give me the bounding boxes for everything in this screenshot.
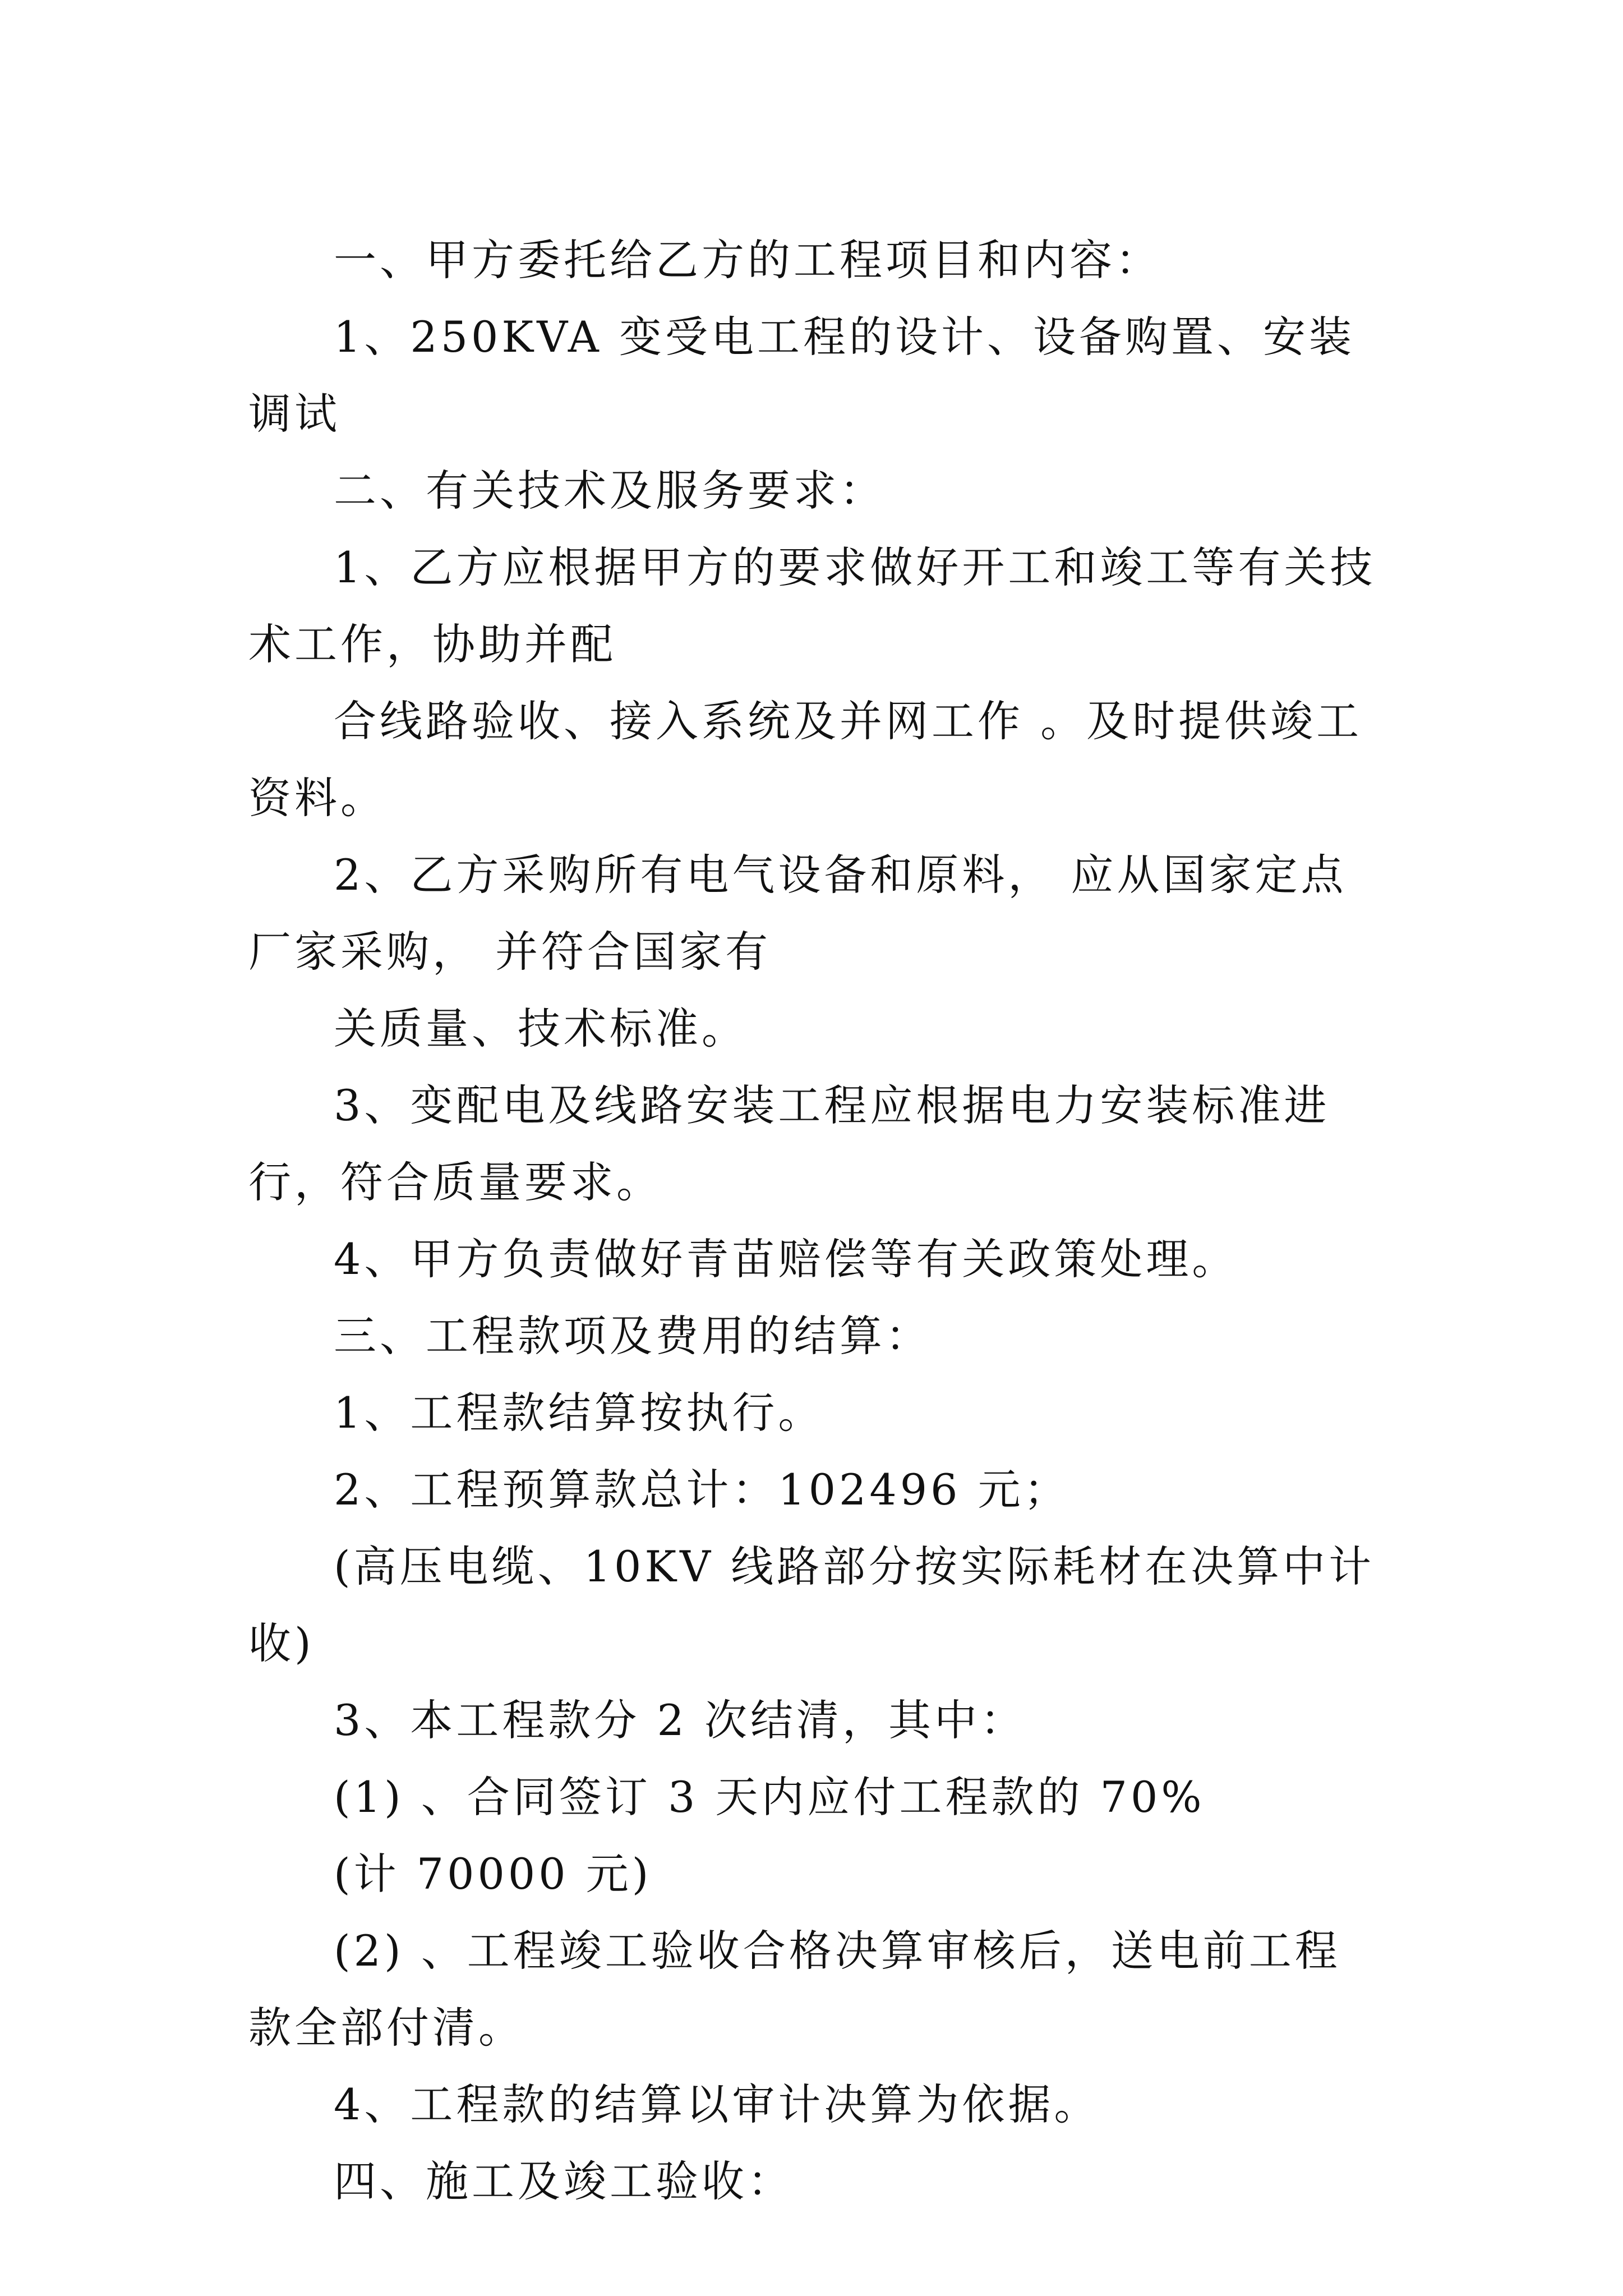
section-heading-4: 四、施工及竣工验收：	[334, 2156, 794, 2206]
paragraph: (1) 、合同签订 3 天内应付工程款的 70%	[334, 1772, 1205, 1822]
paragraph: (2) 、工程竣工验收合格决算审核后，送电前工程款全部付清。	[248, 1926, 1341, 2053]
paragraph: (高压电缆、10KV 线路部分按实际耗材在决算中计收)	[248, 1542, 1375, 1668]
section-heading-2: 二、有关技术及服务要求：	[334, 466, 886, 516]
section-heading-3: 三、工程款项及费用的结算：	[334, 1311, 932, 1361]
paragraph: 3、本工程款分 2 次结清，其中：	[334, 1695, 1027, 1745]
document-body	[248, 222, 1381, 2220]
paragraph: 4、甲方负责做好青苗赔偿等有关政策处理。	[334, 1234, 1238, 1284]
paragraph: 1、工程款结算按执行。	[334, 1388, 824, 1438]
paragraph: 1、乙方应根据甲方的要求做好开工和竣工等有关技术工作，协助并配	[248, 542, 1376, 669]
section-heading-1: 一、甲方委托给乙方的工程项目和内容：	[334, 235, 1161, 285]
paragraph: 1、250KVA 变受电工程的设计、设备购置、安装调试	[248, 312, 1355, 439]
paragraph: 合线路验收、接入系统及并网工作 。及时提供竣工资料。	[248, 696, 1363, 823]
paragraph: 3、变配电及线路安装工程应根据电力安装标准进行，符合质量要求。	[248, 1080, 1330, 1207]
paragraph: 2、工程预算款总计：102496 元；	[334, 1465, 1070, 1515]
paragraph: 2、乙方采购所有电气设备和原料， 应从国家定点厂家采购， 并符合国家有	[248, 850, 1347, 977]
paragraph: 关质量、技术标准。	[334, 1004, 748, 1053]
paragraph: 4、工程款的结算以审计决算为依据。	[334, 2079, 1100, 2129]
paragraph: (计 70000 元)	[334, 1849, 652, 1899]
